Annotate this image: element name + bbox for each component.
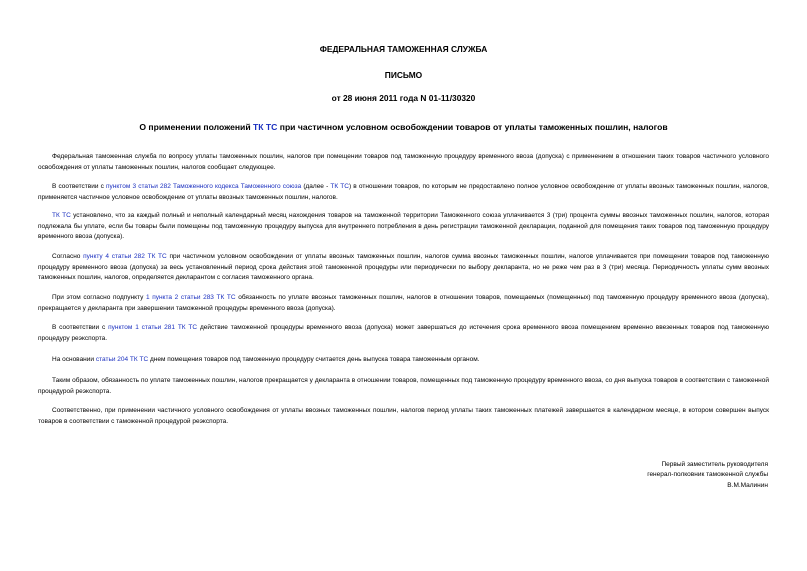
link-art282-p3[interactable]: пунктом 3 статьи 282 Таможенного кодекса Таможенного союза [106,183,302,190]
paragraph-4-text-a: Согласно [52,253,84,260]
paragraph-2 [38,182,769,203]
link-tk-ts-2[interactable]: ТК ТС [52,212,71,219]
paragraph-7-text-a: На основании [52,356,96,363]
document-title [38,122,769,132]
title-suffix: при частичном условном освобождении товаров от уплаты таможенных пошлин, налогов [277,122,668,132]
title-link-tk-ts[interactable]: ТК ТС [253,122,278,132]
link-art282-p4[interactable]: пункту 4 статьи 282 ТК ТС [83,253,167,260]
paragraph-5-text-b: обязанность по уплате ввозных таможенных пошлин, налогов в отношении товаров, помещаемых (помещенных) под таможенную процедуру временного ввоза (допуска), прекращается у декларанта при завершении таможенной процедуры временного ввоза (допуска). [38,294,769,312]
paragraph-5 [38,293,769,314]
paragraph-6-text-a: В соответствии с [52,324,109,331]
signature-block [647,460,768,491]
paragraph-3 [38,211,769,243]
paragraph-6 [38,323,769,344]
agency-heading: ФЕДЕРАЛЬНАЯ ТАМОЖЕННАЯ СЛУЖБА [319,44,488,54]
paragraph-4 [38,252,769,284]
paragraph-2-text-c: ) в отношении товаров, по которым не предоставлено полное условное освобождение от уплаты ввозных таможенных пошлин, налогов, применяется частичное условное освобождение от уплаты ввозных таможенных пошлин, налогов. [38,183,769,201]
paragraph-6-text-b: действие таможенной процедуры временного ввоза (допуска) может завершаться до истечения срока временного ввоза помещением временно ввезенных товаров под таможенную процедуру реэкспорта. [38,324,770,342]
paragraph-9-text: Соответственно, при применении частичного условного освобождения от уплаты ввозных таможенных пошлин, налогов период уплаты таких таможенных платежей завершается в календарном месяце, в котором совершен выпуск товаров в соответствии с таможенной процедурой реэкспорта. [38,407,769,425]
link-art283-p2[interactable]: 1 пункта 2 статьи 283 ТК ТС [145,294,236,301]
paragraph-7-text-b: днем помещения товаров под таможенную процедуру считается день выпуска товара таможенным органом. [148,356,480,363]
paragraph-1 [38,152,769,173]
paragraph-8-text: Таким образом, обязанность по уплате таможенных пошлин, налогов прекращается у декларанта в отношении товаров, помещенных под таможенную процедуру временного ввоза, со дня выпуска товаров в соответствии с таможенной процедурой реэкспорта. [38,377,769,395]
paragraph-9 [38,406,769,427]
signature-name: В.М.Малинин [727,481,768,489]
document-type: ПИСЬМО [384,70,423,80]
link-art281-p1[interactable]: пунктом 1 статьи 281 ТК ТС [108,324,198,331]
paragraph-8 [38,376,769,397]
signature-position: Первый заместитель руководителя [661,461,768,468]
paragraph-1-text: Федеральная таможенная служба по вопросу уплаты таможенных пошлин, налогов при помещении товаров под таможенную процедуру временного ввоза (допуска) с применением в отношении таких товаров частичного условного освобождения от уплаты таможенных пошлин, налогов сообщает следующее. [38,153,769,171]
paragraph-2-text-b: (далее - [301,183,331,190]
paragraph-5-text-a: При этом согласно подпункту [52,294,146,301]
paragraph-7 [38,355,769,366]
paragraph-3-text: установлено, что за каждый полный и неполный календарный месяц нахождения товаров на таможенной территории Таможенного союза уплачивается 3 (три) процента суммы ввозных таможенных пошлин, налогов, которая подлежала бы уплате, если бы товары были помещены под таможенную процедуру выпуска для внутреннего потребления в день регистрации таможенной декларации, поданной для помещения таких товаров под таможенную процедуру временного ввоза (допуска). [38,212,769,241]
title-prefix: О применении положений [139,122,254,132]
link-art204[interactable]: статьи 204 ТК ТС [95,356,149,363]
paragraph-4-text-b: при частичном условном освобождении от уплаты ввозных таможенных пошлин, налогов сумма ввозных таможенных пошлин, налогов уплачивается при помещении товаров под таможенную процедуру временного ввоза (допуска) за весь установленный период срока действия этой таможенной процедуры или периодически по выбору декларанта, но не реже чем раз в 3 (три) месяца. Периодичность уплаты сумм ввозных таможенных пошлин, налогов, определяется декларантом с согласия таможенного органа. [38,253,769,282]
signature-rank: генерал-полковник таможенной службы [647,471,768,479]
paragraph-2-text-a: В соответствии с [52,183,107,190]
link-tk-ts[interactable]: ТК ТС [330,183,349,190]
date-number: от 28 июня 2011 года N 01-11/30320 [331,93,476,103]
